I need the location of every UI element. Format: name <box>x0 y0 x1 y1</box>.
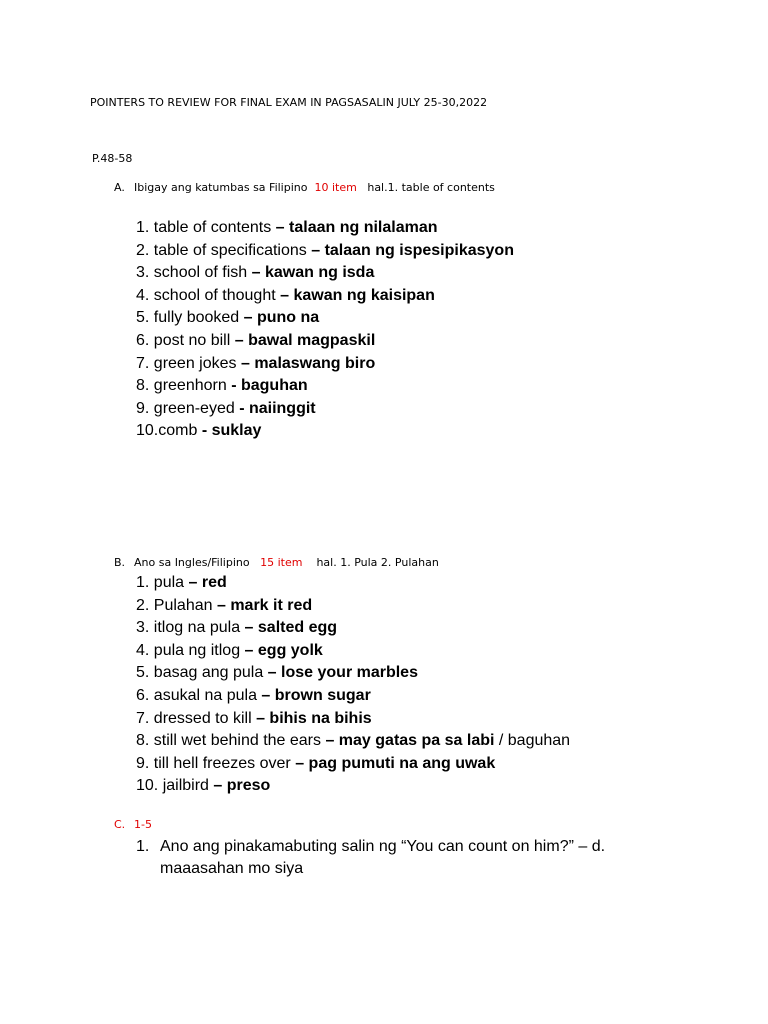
list-item <box>136 730 570 753</box>
list-item <box>136 685 570 708</box>
item-answer: bihis na bihis <box>269 709 372 727</box>
item-answer: kawan ng kaisipan <box>293 286 435 304</box>
item-answer: malaswang biro <box>254 354 376 372</box>
list-item <box>136 330 514 353</box>
section-a-letter: A. <box>114 181 125 194</box>
item-answer: egg yolk <box>257 641 323 659</box>
list-item <box>136 375 514 398</box>
section-a-list <box>136 217 514 443</box>
item-separator: – <box>290 754 309 772</box>
section-c-heading <box>114 818 152 831</box>
item-number: 4. <box>136 286 154 304</box>
item-answer: preso <box>226 777 271 795</box>
item-term: dressed to kill <box>153 709 252 727</box>
item-separator: – <box>236 354 255 372</box>
item-extra: / baguhan <box>494 732 571 750</box>
item-term: table of contents <box>153 219 272 236</box>
item-number: 10. <box>136 777 163 795</box>
item-term: school of fish <box>153 264 248 282</box>
item-separator: – <box>263 664 282 682</box>
item-separator: – <box>230 331 249 349</box>
item-separator: – <box>247 264 265 282</box>
question-number: 1. <box>136 838 150 855</box>
list-item <box>136 420 514 443</box>
item-term: till hell freezes over <box>153 754 291 772</box>
item-term: still wet behind the ears <box>153 732 321 750</box>
section-b-instruction: Ano sa Ingles/Filipino <box>134 556 250 569</box>
question-text: Ano ang pinakamabuting salin ng “You can count on him?” – d. maaasahan mo siya <box>160 838 606 877</box>
item-separator: - <box>234 399 249 417</box>
item-number: 7. <box>136 709 154 727</box>
item-number: 6. <box>136 686 154 704</box>
item-number: 4. <box>136 641 154 659</box>
list-item <box>136 595 570 618</box>
item-term: green-eyed <box>153 399 235 417</box>
item-answer: salted egg <box>257 619 338 637</box>
item-term: greenhorn <box>153 377 227 395</box>
item-number: 9. <box>136 399 154 417</box>
item-separator: – <box>256 686 275 704</box>
item-separator: – <box>240 619 258 637</box>
item-number: 6. <box>136 331 154 349</box>
item-number: 3. <box>136 264 154 282</box>
item-answer: talaan ng ispesipikasyon <box>324 241 514 259</box>
item-answer: pag pumuti na ang uwak <box>308 754 496 772</box>
item-number: 1. <box>136 574 154 591</box>
list-item <box>136 307 514 330</box>
item-term: comb <box>158 422 198 440</box>
item-term: green jokes <box>153 354 237 372</box>
list-item <box>136 240 514 263</box>
list-item <box>136 708 570 731</box>
item-separator: – <box>239 309 257 327</box>
section-b-heading <box>114 556 439 569</box>
item-number: 3. <box>136 619 154 637</box>
item-number: 9. <box>136 754 154 772</box>
item-answer: lose your marbles <box>281 664 418 682</box>
item-term: pula <box>153 574 185 591</box>
list-item <box>136 640 570 663</box>
section-a-count: 10 item <box>314 181 357 194</box>
item-number: 2. <box>136 241 154 259</box>
item-number: 2. <box>136 596 154 614</box>
item-separator: – <box>240 641 258 659</box>
document-title: POINTERS TO REVIEW FOR FINAL EXAM IN PAGSASALIN JULY 25-30,2022 <box>90 96 488 109</box>
item-separator: – <box>275 286 294 304</box>
section-a-heading <box>114 181 495 194</box>
item-term: pula ng itlog <box>153 641 241 659</box>
section-a-instruction: Ibigay ang katumbas sa Filipino <box>134 181 308 194</box>
item-term: Pulahan <box>153 596 213 614</box>
item-number: 1. <box>136 219 154 236</box>
section-b-letter: B. <box>114 556 126 569</box>
list-item <box>136 262 514 285</box>
item-term: table of specifications <box>153 241 307 259</box>
list-item <box>136 217 514 240</box>
item-term: asukal na pula <box>153 686 257 704</box>
item-answer: suklay <box>211 422 262 440</box>
item-answer: may gatas pa sa labi <box>338 732 495 750</box>
item-separator: – <box>321 732 339 750</box>
item-term: basag ang pula <box>153 664 264 682</box>
list-item <box>136 398 514 421</box>
list-item <box>136 775 570 798</box>
list-item <box>136 353 514 376</box>
item-number: 8. <box>136 377 154 395</box>
item-separator: - <box>197 422 212 440</box>
item-number: 10. <box>136 422 159 440</box>
item-term: fully booked <box>153 309 240 327</box>
item-answer: mark it red <box>230 596 313 614</box>
section-c-range: 1-5 <box>134 818 152 831</box>
item-number: 5. <box>136 664 154 682</box>
section-c-letter: C. <box>114 818 126 831</box>
item-answer: baguhan <box>240 377 308 395</box>
item-separator: – <box>306 241 325 259</box>
section-b-count: 15 item <box>260 556 303 569</box>
item-separator: – <box>271 219 290 236</box>
list-item <box>136 285 514 308</box>
page-range: P.48-58 <box>92 152 133 165</box>
item-separator: – <box>212 596 231 614</box>
section-b-example: hal. 1. Pula 2. Pulahan <box>316 556 439 569</box>
item-separator: – <box>208 777 227 795</box>
item-separator: – <box>184 574 202 591</box>
item-number: 5. <box>136 309 154 327</box>
item-separator: – <box>251 709 270 727</box>
list-item <box>136 662 570 685</box>
item-number: 7. <box>136 354 154 372</box>
list-item <box>136 572 570 595</box>
list-item <box>136 617 570 640</box>
item-answer: talaan ng nilalaman <box>289 219 438 236</box>
section-a-example: hal.1. table of contents <box>367 181 495 194</box>
item-term: school of thought <box>153 286 276 304</box>
item-answer: naiinggit <box>248 399 316 417</box>
item-separator: - <box>226 377 241 395</box>
list-item <box>136 753 570 776</box>
section-b-list <box>136 572 570 798</box>
item-answer: brown sugar <box>274 686 371 704</box>
item-answer: puno na <box>256 309 320 327</box>
item-term: itlog na pula <box>153 619 241 637</box>
item-answer: red <box>201 574 227 591</box>
item-term: jailbird <box>162 777 209 795</box>
item-answer: kawan ng isda <box>264 264 375 282</box>
item-answer: bawal magpaskil <box>248 331 376 349</box>
item-term: post no bill <box>153 331 231 349</box>
item-number: 8. <box>136 732 154 750</box>
